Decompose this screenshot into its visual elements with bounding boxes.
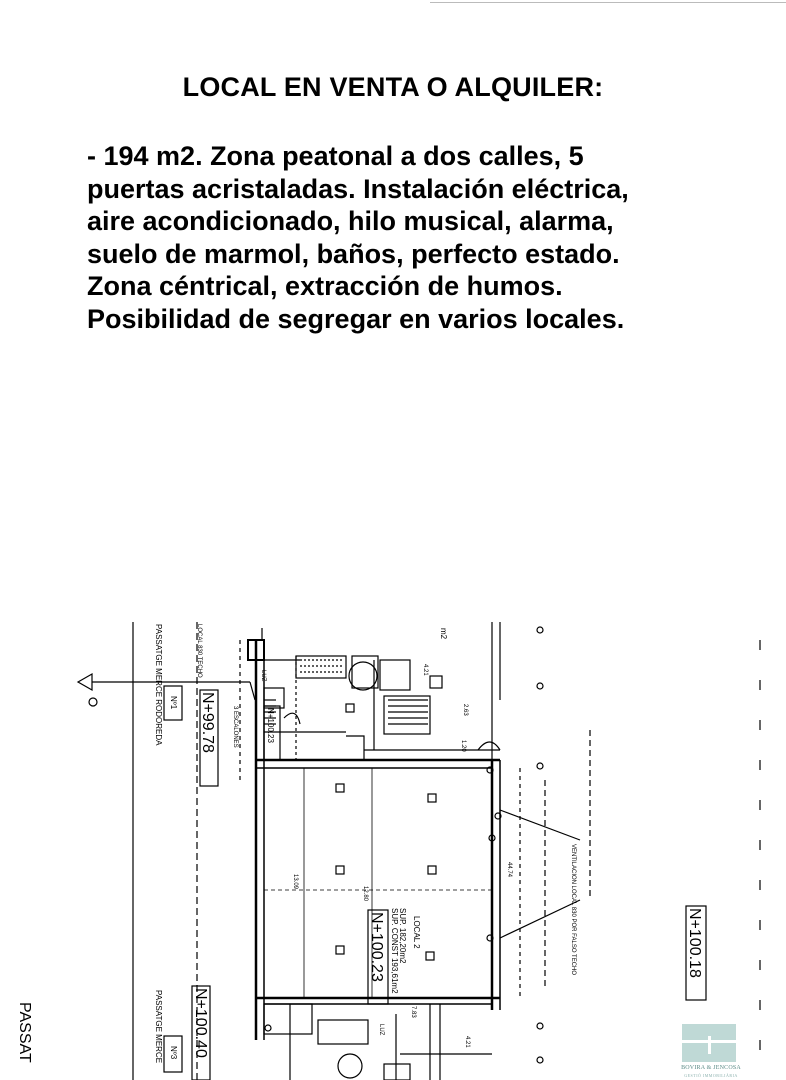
- level-10018: N+100.18: [686, 908, 703, 978]
- street-name-bottom: PASSATGE MERCE: [154, 990, 163, 1064]
- luz-label: LUZ: [260, 670, 266, 682]
- street-edge-label: PASSAT: [16, 1002, 33, 1063]
- description-line: - 194 m2. Zona peatonal a dos calles, 5: [87, 141, 584, 171]
- surface-useful: SUP. 182,20m2: [398, 908, 407, 964]
- dimension-label: 4.21: [464, 1036, 470, 1048]
- house-number-3: Nº3: [169, 1046, 178, 1060]
- scan-edge-line: [430, 2, 786, 3]
- dimension-label: 2.63: [462, 704, 468, 716]
- steps-label: 3 ESCALONES: [232, 706, 238, 748]
- logo-tagline: GESTIÓ IMMOBILIÀRIA: [684, 1073, 738, 1078]
- level-9978: N+99.78: [199, 692, 216, 753]
- house-number-1: Nº1: [169, 696, 178, 710]
- surface-built: SUP. CONST 193,61m2: [390, 908, 399, 994]
- dimension-label: 1.20: [460, 740, 466, 752]
- dimension-label: 13.09: [292, 874, 298, 890]
- level-10023-small: N+100.23: [266, 708, 275, 743]
- dimension-label: 4.21: [422, 664, 428, 676]
- company-logo: [678, 1024, 744, 1080]
- description-line: aire acondicionado, hilo musical, alarma,: [87, 206, 614, 236]
- level-10040: N+100.40: [192, 988, 209, 1058]
- description-line: suelo de marmol, baños, perfecto estado.: [87, 238, 620, 269]
- description-line: Posibilidad de segregar en varios locales.: [87, 303, 625, 334]
- dimension-label: 12.80: [362, 886, 368, 902]
- area-unit-label: m2: [439, 628, 448, 640]
- description-line: Zona céntrical, extracción de humos.: [87, 271, 563, 301]
- description-line: puertas acristaladas. Instalación eléctrica,: [87, 173, 629, 204]
- description-text: [87, 140, 777, 335]
- street-name-top: PASSATGE MERCE RODOREDA: [154, 624, 163, 746]
- local-tag: LOCAL 830 TECHO: [196, 624, 202, 678]
- floor-plan: [0, 600, 786, 1080]
- logo-name: BOVIRA & JENCOSA: [681, 1065, 741, 1071]
- page-title: LOCAL EN VENTA O ALQUILER:: [182, 72, 604, 102]
- ventilation-note: VENTILACION LOCAL 830 POR FALSO TECHO: [570, 844, 576, 976]
- level-10023: N+100.23: [368, 912, 385, 982]
- luz-label-bottom: LUZ: [378, 1024, 384, 1036]
- dimension-label: 7.83: [410, 1006, 416, 1018]
- dimension-label: 44.74: [506, 862, 512, 878]
- local-name: LOCAL 2: [412, 916, 421, 949]
- logo-mark: [682, 1024, 736, 1062]
